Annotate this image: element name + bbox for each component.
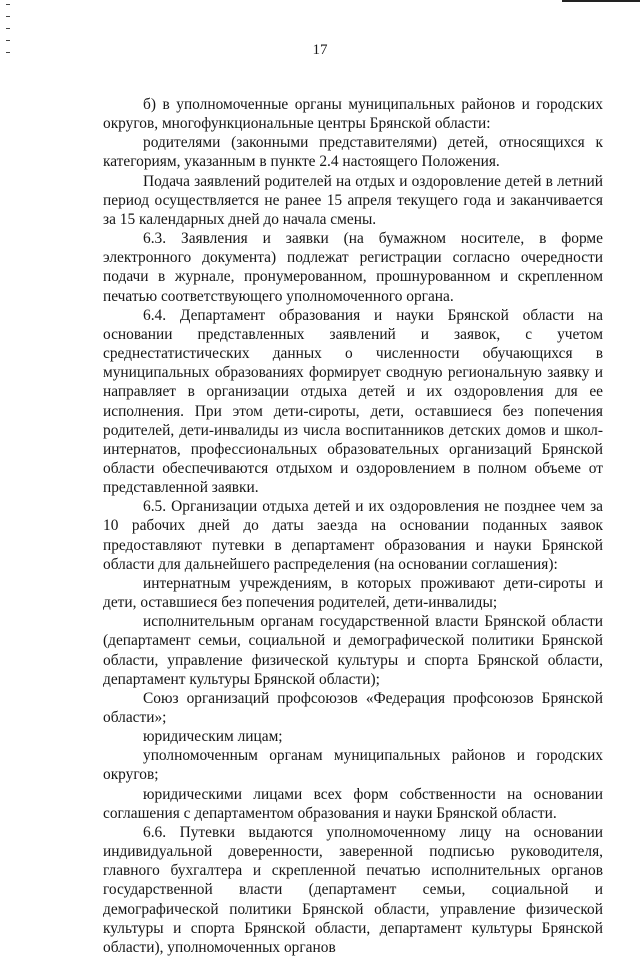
paragraph: 6.4. Департамент образования и науки Брянской области на основании представленных заявлений и заявок, с учетом среднестатистических данных о численности обучающихся в муниципальных образованиях формирует сводную региональную заявку и направляет в организации отдыха детей и их оздоровления для ее исполнения. При этом дети-сироты, дети, оставшиеся без попечения родителей, дети-инвалиды из числа воспитанников детских домов и школ-интернатов, профессиональных образовательных организаций Брянской области обеспечиваются отдыхом и оздоровлением в полном объеме от представленной заявки. xyxy=(103,306,603,497)
paragraph: Подача заявлений родителей на отдых и оздоровление детей в летний период осуществляется не ранее 15 апреля текущего года и заканчивается за 15 календарных дней до начала смены. xyxy=(103,172,603,228)
paragraph: интернатным учреждениям, в которых проживают дети-сироты и дети, оставшиеся без попечения родителей, дети-инвалиды; xyxy=(103,574,603,612)
paragraph: юридическим лицам; xyxy=(143,728,283,746)
paragraph: уполномоченным органам муниципальных районов и городских округов; xyxy=(103,747,603,784)
document-body xyxy=(103,95,603,957)
paragraph: 6.3. Заявления и заявки (на бумажном носителе, в форме электронного документа) подлежат регистрации согласно очередности подачи в журнале, пронумерованном, прошнурованном и скрепленном печатью соответствующего уполномоченного органа. xyxy=(103,230,603,305)
paragraph: юридическими лицами всех форм собственности на основании соглашения с департаментом образования и науки Брянской области. xyxy=(103,785,603,822)
paragraph: 6.6. Путевки выдаются уполномоченному лицу на основании индивидуальной доверенности, заверенной подписью руководителя, главного бухгалтера и скрепленной печатью исполнительных органов государственной власти (департамент семьи, социальной и демографической политики Брянской области, управление физической культуры и спорта Брянской области, департамент культуры Брянской области), уполномоченных органов xyxy=(103,823,603,956)
paragraph: б) в уполномоченные органы муниципальных районов и городских округов, многофункциональные центры Брянской области: xyxy=(103,96,603,133)
page-number: 17 xyxy=(312,42,328,58)
paragraph: Союз организаций профсоюзов «Федерация профсоюзов Брянской области»; xyxy=(103,689,603,726)
scan-edge-line xyxy=(562,0,640,2)
paragraph: 6.5. Организации отдыха детей и их оздоровления не позднее чем за 10 рабочих дней до даты заезда на основании поданных заявок предоставляют путевки в департамент образования и науки Брянской области для дальнейшего распределения (на основании соглашения): xyxy=(103,498,603,573)
paragraph: исполнительным органам государственной власти Брянской области (департамент семьи, социальной и демографической политики Брянской области, управление физической культуры и спорта Брянской области, департамент культуры Брянской области); xyxy=(103,613,603,688)
paragraph: родителями (законными представителями) детей, относящихся к категориям, указанным в пункте 2.4 настоящего Положения. xyxy=(103,134,603,171)
